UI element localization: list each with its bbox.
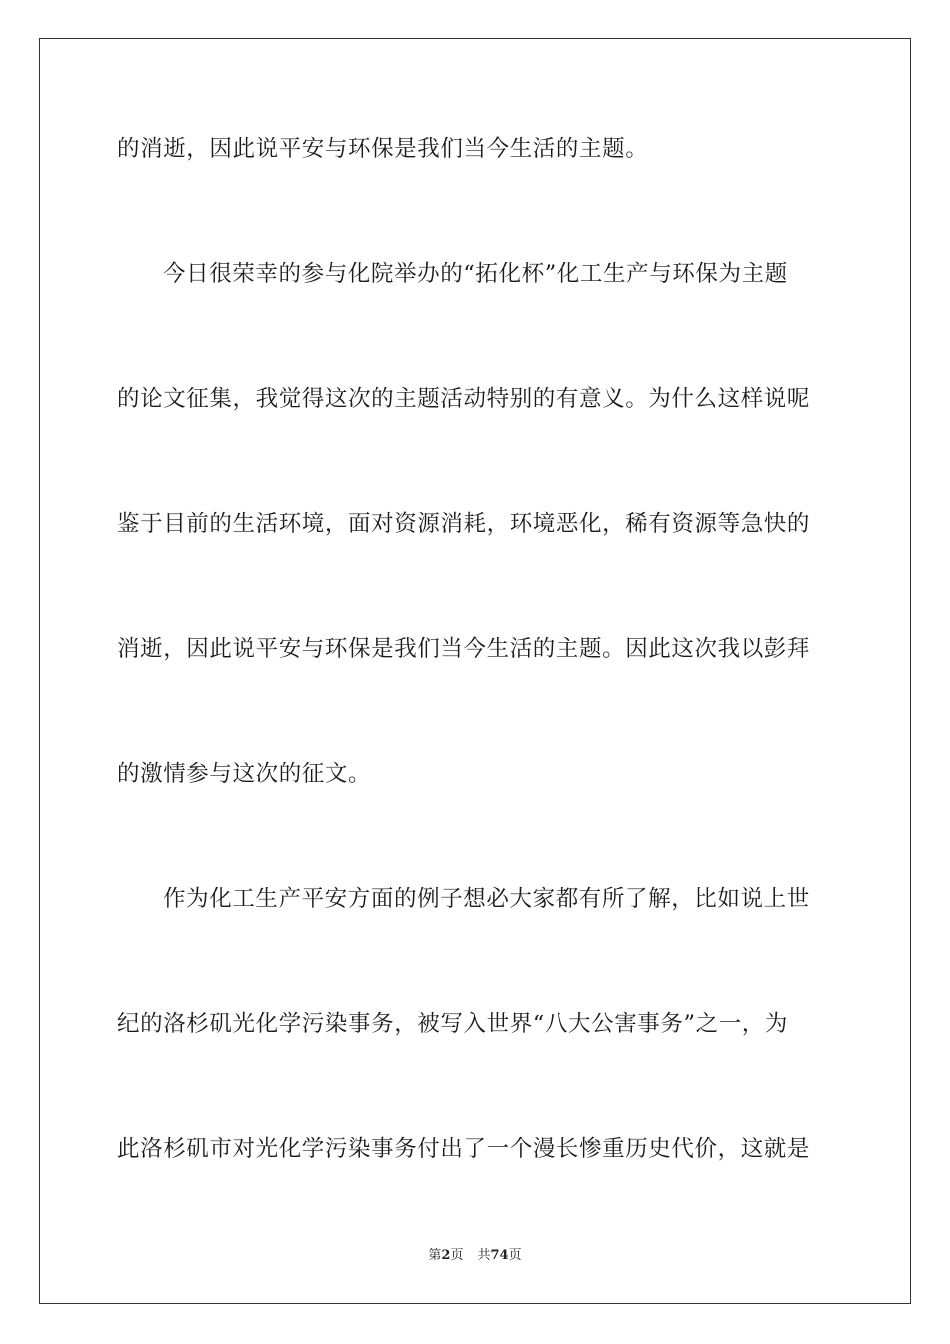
text-line-8: 纪的洛杉矶光化学污染事务，被写入世界“八大公害事务”之一，为 — [117, 1011, 789, 1037]
text-line-4: 鉴于目前的生活环境，面对资源消耗，环境恶化，稀有资源等急快的 — [117, 511, 811, 537]
total-label-suffix: 页 — [508, 1248, 522, 1263]
text-line-3: 的论文征集，我觉得这次的主题活动特别的有意义。为什么这样说呢 — [117, 386, 811, 412]
page-label-prefix: 第 — [428, 1248, 442, 1263]
total-pages: 74 — [490, 1248, 509, 1263]
text-line-2: 今日很荣幸的参与化院举办的“拓化杯”化工生产与环保为主题 — [163, 261, 788, 287]
text-line-5: 消逝，因此说平安与环保是我们当今生活的主题。因此这次我以彭拜 — [117, 636, 811, 662]
page-number: 2 — [441, 1248, 451, 1263]
page-footer — [0, 1247, 950, 1265]
page-label-suffix: 页 — [450, 1248, 464, 1263]
page-border — [39, 38, 911, 1304]
text-line-7: 作为化工生产平安方面的例子想必大家都有所了解，比如说上世 — [163, 886, 810, 912]
text-line-6: 的激情参与这次的征文。 — [117, 761, 372, 787]
total-label-prefix: 共 — [477, 1248, 491, 1263]
text-line-9: 此洛杉矶市对光化学污染事务付出了一个漫长惨重历史代价，这就是 — [117, 1136, 811, 1162]
text-line-1: 的消逝，因此说平安与环保是我们当今生活的主题。 — [117, 136, 649, 162]
